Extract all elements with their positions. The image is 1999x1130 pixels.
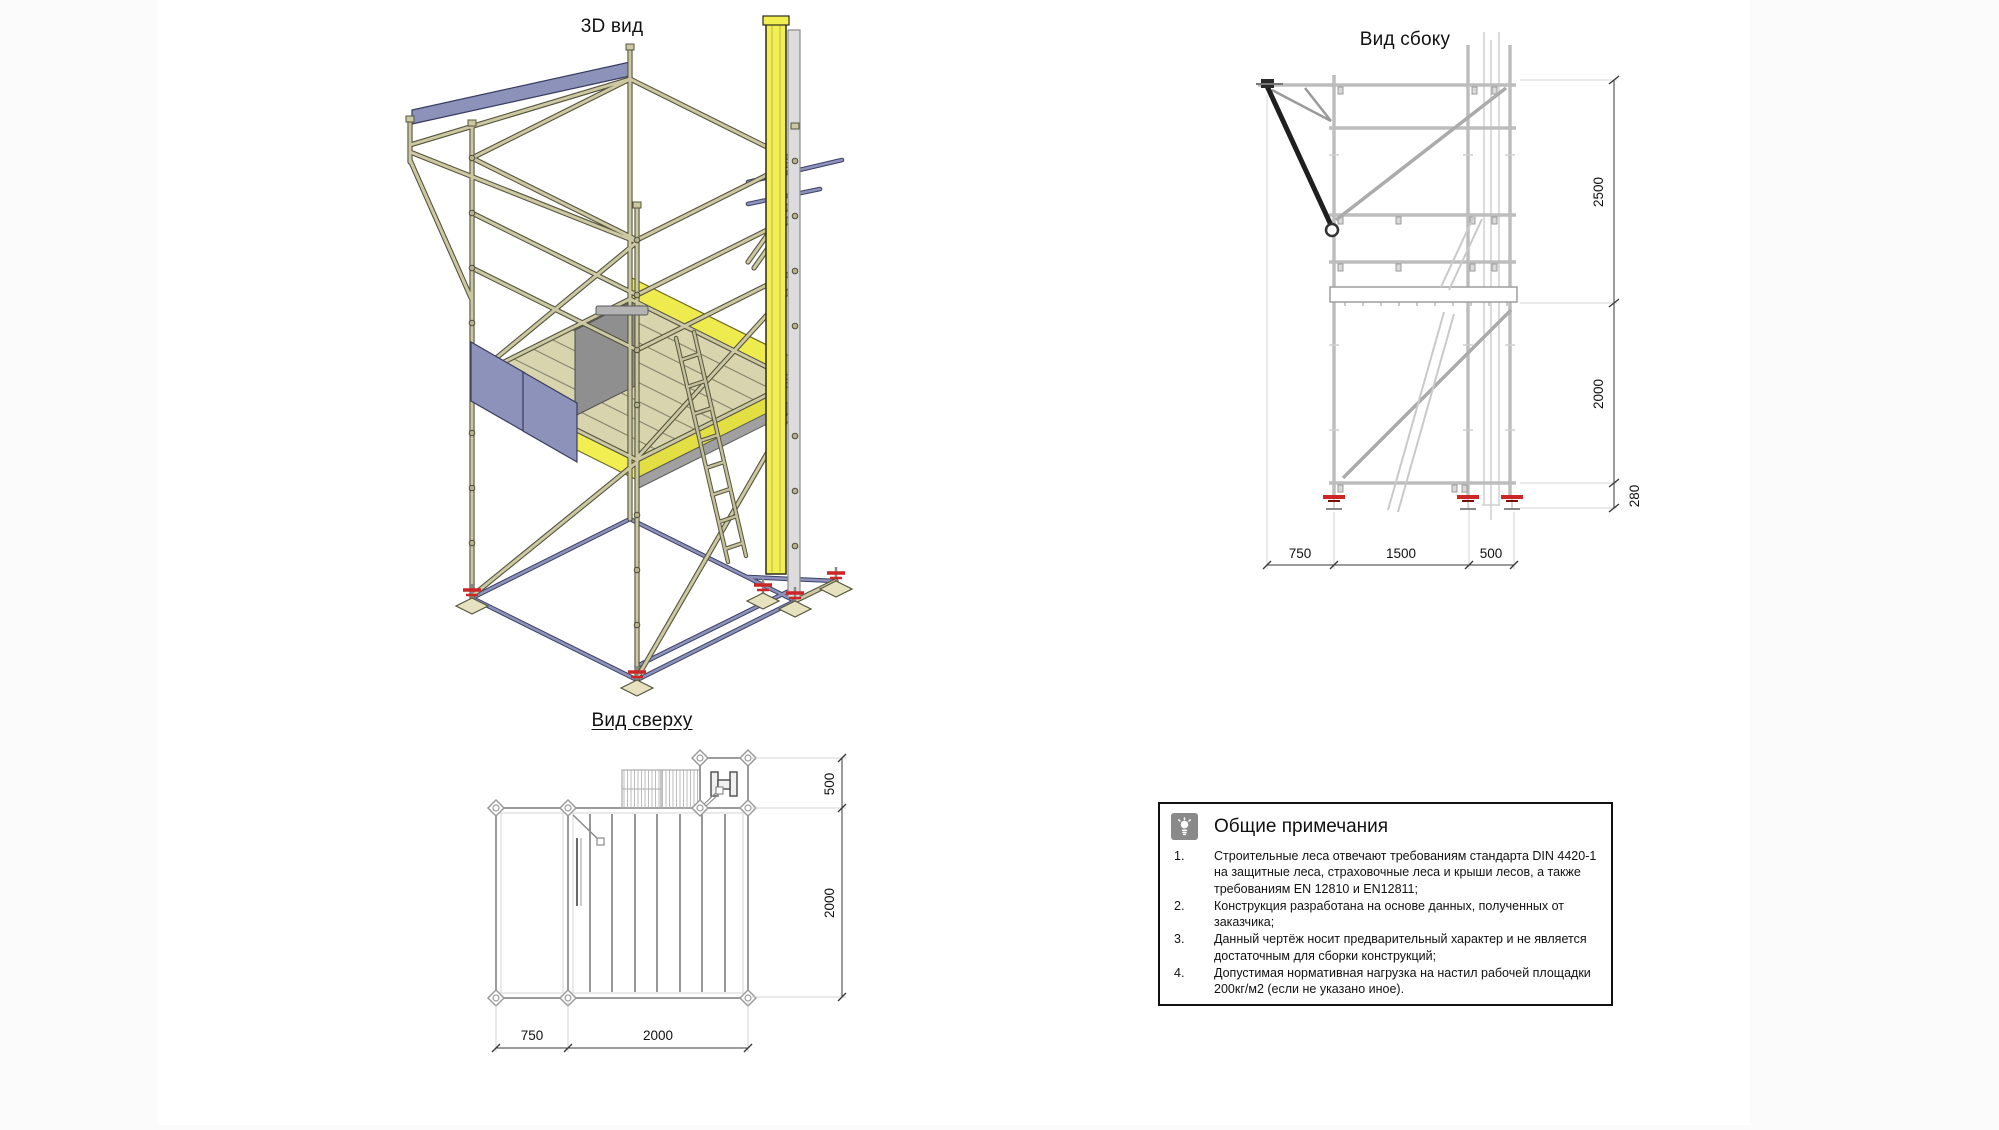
notes-header [1160, 804, 1611, 844]
dim-label-2000: 2000 [1591, 378, 1606, 410]
note-text: Строительные леса отвечают требованиям стандарта DIN 4420-1 на защитные леса, страховочные леса и крыши лесов, а также требованиям EN 12810 и EN12811; [1214, 849, 1597, 896]
dim-label-2000-h: 2000 [642, 1028, 674, 1043]
dim-label-750: 750 [520, 1028, 544, 1043]
dim-label-500: 500 [1479, 546, 1503, 561]
lightbulb-icon [1171, 813, 1198, 840]
dim-label-500: 500 [822, 772, 837, 796]
beam-clamp [596, 306, 648, 315]
note-number: 1. [1174, 849, 1185, 863]
iso-view-title: 3D вид [580, 16, 644, 37]
note-number: 3. [1174, 932, 1185, 947]
top-view-drawing [488, 750, 846, 1052]
dim-label-2000: 2000 [822, 887, 837, 919]
side-view-drawing [1256, 32, 1642, 569]
note-item [1160, 931, 1611, 965]
top-view-title: Вид сверху [591, 710, 693, 731]
side-view-title: Вид сбоку [1359, 29, 1451, 50]
dim-label-280: 280 [1627, 484, 1642, 508]
note-text: Конструкция разработана на основе данных, полученных от заказчика; [1214, 898, 1565, 929]
note-text: Допустимая нормативная нагрузка на настил рабочей площадки 200кг/м2 (если не указано иное). [1214, 965, 1591, 996]
note-number: 4. [1174, 965, 1185, 980]
iso-view-drawing [406, 16, 852, 696]
note-item [1160, 848, 1611, 898]
mast-column [763, 16, 800, 598]
dim-label-2500: 2500 [1591, 176, 1606, 208]
console-brace [1256, 79, 1338, 236]
dim-label-750: 750 [1288, 546, 1312, 561]
screw-jacks [1323, 496, 1523, 509]
notes-title: Общие примечания [1214, 815, 1389, 837]
notes-list [1160, 848, 1611, 998]
note-text: Данный чертёж носит предварительный характер и не является достаточным для сборки конструкций; [1214, 932, 1587, 963]
mast-bay [700, 758, 748, 808]
general-notes-box [1158, 802, 1613, 1006]
note-item [1160, 965, 1611, 999]
note-number: 2. [1174, 898, 1185, 913]
note-item [1160, 898, 1611, 932]
stair-hatch [622, 770, 700, 808]
dim-label-1500: 1500 [1385, 546, 1417, 561]
